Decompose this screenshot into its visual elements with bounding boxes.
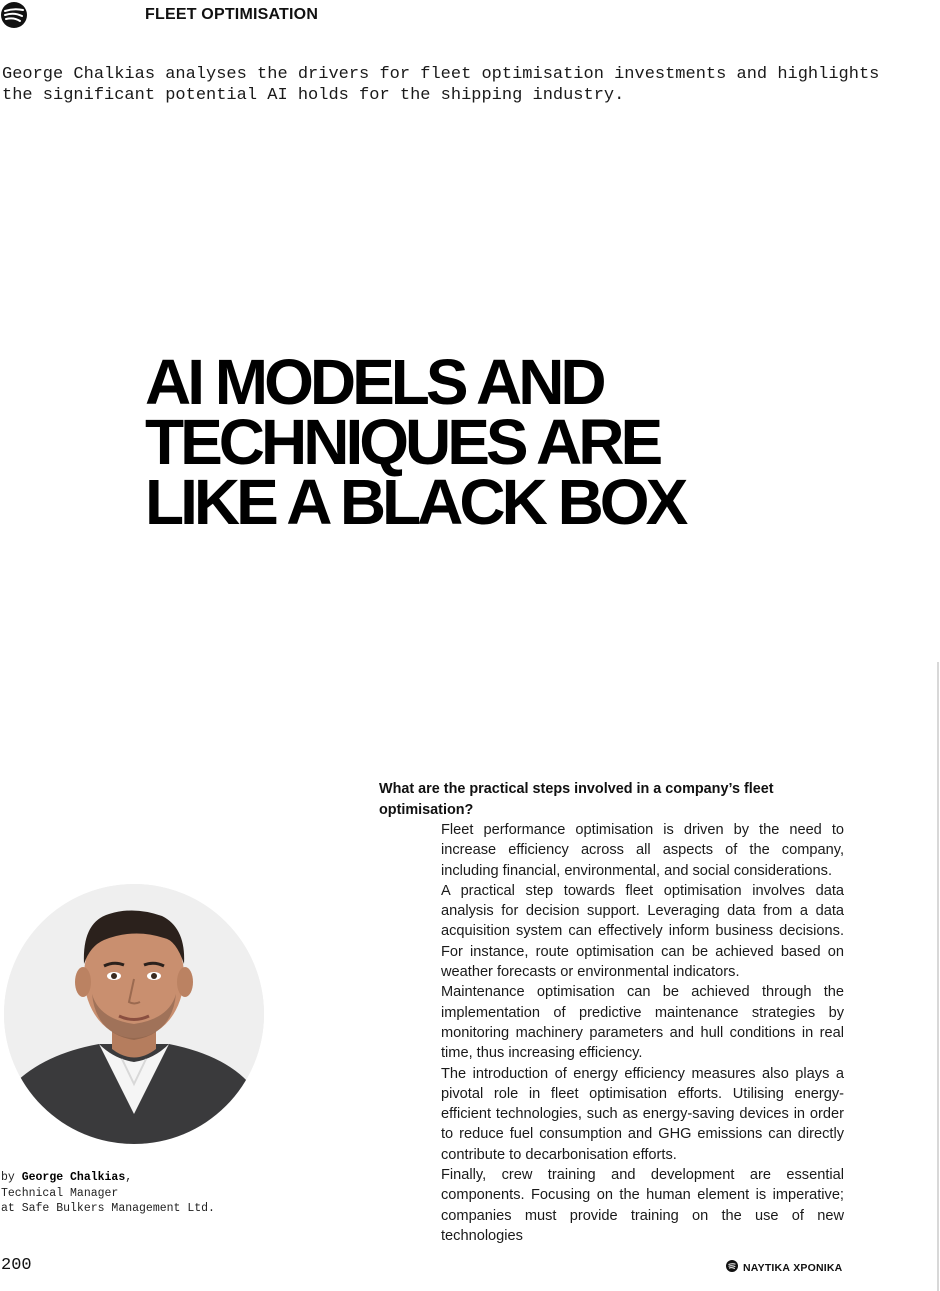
headline-line: AI MODELS AND	[145, 346, 603, 418]
author-role: Technical Manager	[1, 1186, 119, 1200]
article-intro: George Chalkias analyses the drivers for fleet optimisation investments and highlights the significant potential AI holds for the shipping industry.	[2, 65, 880, 105]
article-question: What are the practical steps involved in a company’s fleet optimisation?	[379, 781, 774, 818]
byline-prefix: by	[1, 1171, 15, 1184]
article-body	[441, 820, 844, 1246]
article-paragraph: Finally, crew training and development are essential components. Focusing on the human element is imperative; companies must provide training on the use of new technologies	[441, 1167, 844, 1244]
brand-name: ΝΑΥΤΙΚΑ ΧΡΟΝΙΚΑ	[743, 1262, 843, 1274]
author-portrait	[4, 884, 264, 1144]
author-company: at Safe Bulkers Management Ltd.	[1, 1202, 215, 1215]
brand-logo-icon	[726, 1259, 738, 1277]
page-edge-rule	[937, 662, 939, 1291]
headline-line: LIKE A BLACK BOX	[145, 466, 685, 538]
article-paragraph: Maintenance optimisation can be achieved through the implementation of predictive maintenance strategies by monitoring machinery parameters and hull conditions in real time, thus increasing efficiency.	[441, 984, 844, 1062]
article-paragraph: Fleet performance optimisation is driven by the need to increase efficiency across all aspects of the company, including financial, environmental, and social considerations.	[441, 822, 844, 879]
section-title: FLEET OPTIMISATION	[145, 6, 319, 23]
publication-logo-icon	[0, 1, 28, 29]
footer-brand	[726, 1259, 842, 1277]
headline-line: TECHNIQUES ARE	[145, 406, 660, 478]
article-paragraph: A practical step towards fleet optimisation involves data analysis for decision support. Leveraging data from a data acquisition system can effectively inform business decisions. For instance, route optimisation can be achieved based on weather forecasts or environmental indicators.	[441, 882, 844, 981]
article-paragraph: The introduction of energy efficiency measures also plays a pivotal role in fleet optimisation efforts. Utilising energy-efficient technologies, such as energy-saving devices in order to reduce fuel consumption and GHG emissions can directly contribute to decarbonisation efforts.	[441, 1065, 844, 1163]
author-name: George Chalkias	[21, 1171, 126, 1184]
author-byline: by George Chalkias, Technical Manager at Safe Bulkers Management Ltd.	[1, 1171, 215, 1215]
page-number: 200	[1, 1256, 32, 1275]
article-headline	[145, 346, 845, 538]
